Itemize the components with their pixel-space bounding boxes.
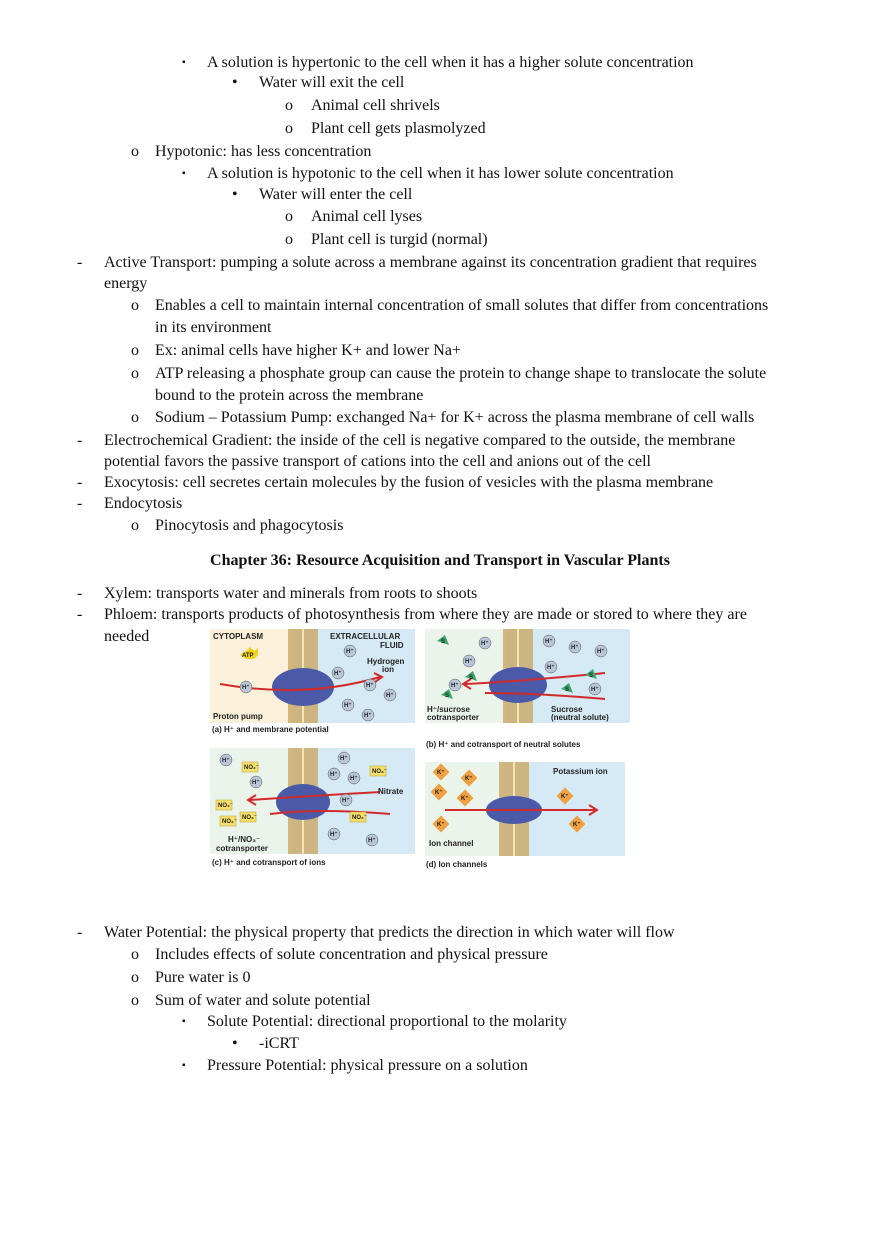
list-item-continued: bound to the protein across the membrane <box>155 387 424 404</box>
chapter-heading: Chapter 36: Resource Acquisition and Transport in Vascular Plants <box>210 552 670 569</box>
h-ion: H⁺ <box>342 798 350 804</box>
proton-pump-label: Proton pump <box>213 712 263 721</box>
list-item: Animal cell lyses <box>311 208 423 225</box>
hydrogen-ion-label: Hydrogen <box>367 657 405 666</box>
list-item: -iCRT <box>259 1035 299 1052</box>
list-item-continued: energy <box>104 275 148 292</box>
potassium-ion: K⁺ <box>437 822 445 828</box>
list-item: ATP releasing a phosphate group can cause the protein to change shape to translocate the solute <box>155 365 767 382</box>
circle-bullet-icon: o <box>285 208 293 225</box>
circle-bullet-icon: o <box>285 231 293 248</box>
atp-label: ATP <box>242 653 254 659</box>
dash-bullet-icon: - <box>77 474 83 491</box>
sucrose-label: (neutral solute) <box>551 713 609 722</box>
list-item: Animal cell shrivels <box>311 97 440 114</box>
list-item-continued: in its environment <box>155 319 272 336</box>
sucrose-cotransporter-label: H⁺/sucrose <box>427 705 470 714</box>
h-ion: H⁺ <box>571 645 579 651</box>
list-item-continued: potential favors the passive transport of cations into the cell and anions out of the cell <box>104 453 651 470</box>
list-item: Xylem: transports water and minerals from roots to shoots <box>104 585 478 602</box>
caption-d: (d) Ion channels <box>426 860 488 869</box>
circle-bullet-icon: o <box>285 97 293 114</box>
bullet-icon: • <box>232 74 238 91</box>
circle-bullet-icon: o <box>131 342 139 359</box>
list-item: Enables a cell to maintain internal concentration of small solutes that differ from concentrations <box>155 297 769 314</box>
sucrose-ion: S <box>589 673 594 679</box>
list-item: Electrochemical Gradient: the inside of the cell is negative compared to the outside, the membrane <box>104 432 736 449</box>
circle-bullet-icon: o <box>285 120 293 137</box>
dash-bullet-icon: - <box>77 495 83 512</box>
h-ion: H⁺ <box>334 671 342 677</box>
caption-b: (b) H⁺ and cotransport of neutral solutes <box>426 740 581 749</box>
potassium-ion: K⁺ <box>461 796 469 802</box>
dash-bullet-icon: - <box>77 924 83 941</box>
circle-bullet-icon: o <box>131 969 139 986</box>
h-ion: H⁺ <box>252 780 260 786</box>
sucrose-cotransporter-label: cotransporter <box>427 713 480 722</box>
h-ion: H⁺ <box>242 685 250 691</box>
potassium-ion: K⁺ <box>465 776 473 782</box>
h-ion: H⁺ <box>364 713 372 719</box>
nitrate-ion: NO₃⁻ <box>242 815 257 821</box>
potassium-label: Potassium ion <box>553 767 608 776</box>
list-item: Water Potential: the physical property that predicts the direction in which water will flow <box>104 924 675 941</box>
list-item: Pressure Potential: physical pressure on a solution <box>207 1057 528 1074</box>
dash-bullet-icon: - <box>77 254 83 271</box>
list-item: Sum of water and solute potential <box>155 992 371 1009</box>
list-item: Plant cell is turgid (normal) <box>311 231 488 248</box>
h-ion: H⁺ <box>330 772 338 778</box>
hydrogen-ion-label: ion <box>382 665 394 674</box>
h-ion: H⁺ <box>340 756 348 762</box>
list-item: Active Transport: pumping a solute across a membrane against its concentration gradient that requires <box>104 254 757 271</box>
circle-bullet-icon: o <box>131 143 139 160</box>
list-item: Pinocytosis and phagocytosis <box>155 517 344 534</box>
potassium-ion: K⁺ <box>437 770 445 776</box>
nitrate-ion: NO₃⁻ <box>352 815 367 821</box>
h-ion: H⁺ <box>346 649 354 655</box>
dash-bullet-icon: - <box>77 606 83 623</box>
square-bullet-icon: ▪ <box>182 168 186 179</box>
circle-bullet-icon: o <box>131 409 139 426</box>
sucrose-label: Sucrose <box>551 705 583 714</box>
no3-cotransporter-label: cotransporter <box>216 844 269 853</box>
caption-c: (c) H⁺ and cotransport of ions <box>212 858 326 867</box>
h-ion: H⁺ <box>368 838 376 844</box>
h-ion: H⁺ <box>344 703 352 709</box>
sucrose-ion: S <box>469 675 474 681</box>
no3-cotransporter-label: H⁺/NO₃⁻ <box>228 835 261 844</box>
cytoplasm-label: CYTOPLASM <box>213 632 264 641</box>
list-item: Sodium – Potassium Pump: exchanged Na+ for K+ across the plasma membrane of cell walls <box>155 409 755 426</box>
h-ion: H⁺ <box>330 832 338 838</box>
h-ion: H⁺ <box>547 665 555 671</box>
h-ion: H⁺ <box>545 639 553 645</box>
sucrose-ion: S <box>441 639 446 645</box>
panel-c-cotransport-ions <box>210 748 415 853</box>
potassium-ion: K⁺ <box>573 822 581 828</box>
list-item: Phloem: transports products of photosynthesis from where they are made or stored to where they are <box>104 606 747 623</box>
circle-bullet-icon: o <box>131 297 139 314</box>
h-ion: H⁺ <box>591 687 599 693</box>
square-bullet-icon: ▪ <box>182 1060 186 1071</box>
extracellular-label: EXTRACELLULAR <box>330 632 401 641</box>
ion-channel-label: Ion channel <box>429 839 474 848</box>
bullet-icon: • <box>232 186 238 203</box>
list-item: Ex: animal cells have higher K+ and lower Na+ <box>155 342 461 359</box>
h-ion: H⁺ <box>597 649 605 655</box>
h-ion: H⁺ <box>350 776 358 782</box>
circle-bullet-icon: o <box>131 517 139 534</box>
circle-bullet-icon: o <box>131 365 139 382</box>
nitrate-ion: NO₃⁻ <box>222 819 237 825</box>
list-item: Includes effects of solute concentration and physical pressure <box>155 946 548 963</box>
h-ion: H⁺ <box>222 758 230 764</box>
nitrate-ion: NO₃⁻ <box>244 765 259 771</box>
list-item: A solution is hypotonic to the cell when it has lower solute concentration <box>207 165 674 182</box>
square-bullet-icon: ▪ <box>182 1016 186 1027</box>
list-item: Pure water is 0 <box>155 969 251 986</box>
panel-a-membrane-potential <box>210 629 415 723</box>
nitrate-ion: NO₃⁻ <box>218 803 233 809</box>
list-item: Water will enter the cell <box>259 186 413 203</box>
potassium-ion: K⁺ <box>435 790 443 796</box>
potassium-ion: K⁺ <box>561 794 569 800</box>
sucrose-ion: S <box>565 687 570 693</box>
list-item: Plant cell gets plasmolyzed <box>311 120 486 137</box>
nitrate-label: Nitrate <box>378 787 404 796</box>
h-ion: H⁺ <box>386 693 394 699</box>
list-item: A solution is hypertonic to the cell when it has a higher solute concentration <box>207 54 694 71</box>
square-bullet-icon: ▪ <box>182 57 186 68</box>
dash-bullet-icon: - <box>77 432 83 449</box>
h-ion: H⁺ <box>481 641 489 647</box>
bullet-icon: • <box>232 1035 238 1052</box>
panel-d-ion-channels <box>425 762 630 856</box>
dash-bullet-icon: - <box>77 585 83 602</box>
list-item: Solute Potential: directional proportional to the molarity <box>207 1013 567 1030</box>
list-item: Hypotonic: has less concentration <box>155 143 372 160</box>
nitrate-ion: NO₃⁻ <box>372 769 387 775</box>
circle-bullet-icon: o <box>131 992 139 1009</box>
h-ion: H⁺ <box>465 659 473 665</box>
circle-bullet-icon: o <box>131 946 139 963</box>
list-item: Water will exit the cell <box>259 74 405 91</box>
list-item-continued: needed <box>104 628 150 645</box>
h-ion: H⁺ <box>366 683 374 689</box>
sucrose-ion: S <box>445 693 450 699</box>
caption-a: (a) H⁺ and membrane potential <box>212 725 329 734</box>
list-item: Exocytosis: cell secretes certain molecules by the fusion of vesicles with the plasma membrane <box>104 474 714 491</box>
panel-b-neutral-solutes <box>425 629 630 723</box>
extracellular-label: FLUID <box>380 641 404 650</box>
list-item: Endocytosis <box>104 495 183 512</box>
h-ion: H⁺ <box>451 683 459 689</box>
